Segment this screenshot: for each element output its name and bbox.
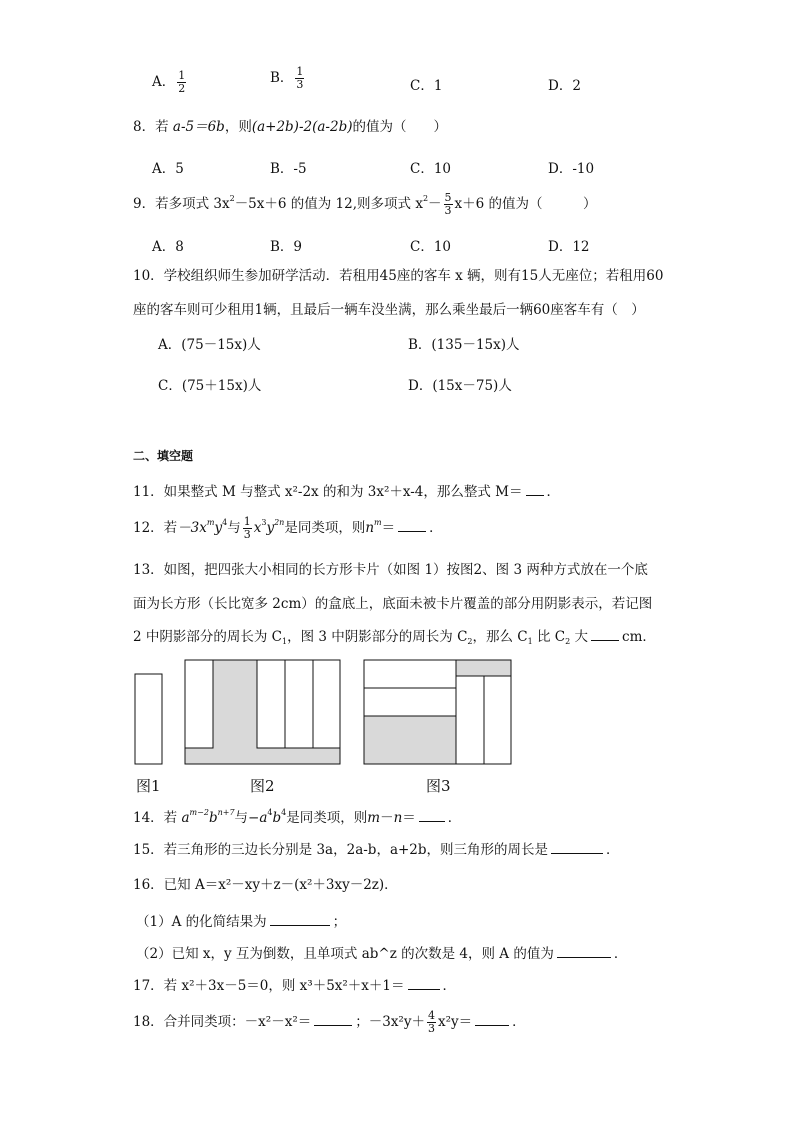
q10-line2: 座的客车则可少租用1辆，且最后一辆车没坐满，那么乘坐最后一辆60座客车有（ ） — [133, 302, 645, 318]
q9-option-c: C．10 — [410, 239, 452, 255]
q9-option-d: D．12 — [548, 239, 590, 255]
q7-option-b: B． $\frac{1}{3}$ — [270, 65, 304, 91]
q9-option-b: B．9 — [270, 239, 303, 255]
q18: 18．合并同类项：－x²－x²＝ ；－3x²y＋ $\frac{4}{3}$ x²y＝ ． — [133, 1009, 526, 1035]
fig2-card-2 — [257, 660, 285, 748]
q16-stem: 16．已知 A＝x²－xy＋z－(x²＋3xy－2z)． — [133, 877, 398, 893]
fig2-card-4 — [313, 660, 340, 748]
q13-line1: 13．如图，把四张大小相同的长方形卡片（如图 1）按图2、图 3 两种方式放在一个底 — [133, 562, 648, 578]
q11: 11．如果整式 M 与整式 x²-2x 的和为 3x²＋x-4，那么整式 M＝ ． — [133, 484, 561, 500]
q13-line2: 面为长方形（长比宽多 2cm）的盒底上，底面未被卡片覆盖的部分用阴影表示，若记图 — [133, 596, 653, 612]
q13-line3: 2 中阴影部分的周长为 $C_1$，图 3 中阴影部分的周长为 $C_2$，那么 $C_1$ 比 $C_2$ 大 cm． — [133, 629, 656, 646]
q15: 15．若三角形的三边长分别是 3a，2a-b，a+2b，则三角形的周长是 ． — [133, 842, 620, 858]
q16-part1: （1）A 的化简结果为 ； — [136, 914, 347, 930]
q13-figures — [130, 656, 520, 771]
q7-option-a: A． $\frac{1}{2}$ — [152, 69, 186, 95]
fig2-card-3 — [285, 660, 313, 748]
fig2-label: 图2 — [250, 777, 275, 795]
q10-option-d: D．(15x－75)人 — [408, 378, 512, 394]
q10-line1: 10．学校组织师生参加研学活动．若租用45座的客车 x 辆，则有15人无座位；若租用60 — [133, 268, 664, 284]
fig2 — [185, 660, 340, 764]
fig2-card-left — [185, 660, 213, 748]
q10-option-a: A．(75－15x)人 — [158, 337, 261, 353]
q8-stem: 8．若 a-5＝6b，则(a+2b)-2(a-2b)的值为（ ） — [133, 119, 447, 135]
fig1-label: 图1 — [136, 777, 161, 795]
q14: 14．若 $a^{m-2}b^{n+7}$与$-a^4b^4$是同类项，则m－n＝ ． — [133, 808, 462, 826]
fig3-card-h2 — [364, 688, 456, 716]
q7-option-d: D．2 — [548, 78, 581, 94]
fig1-card — [135, 674, 162, 764]
fig3-card-v2 — [484, 676, 511, 764]
q8-option-d: D．-10 — [548, 161, 595, 177]
q8-option-c: C．10 — [410, 161, 452, 177]
q10-option-b: B．(135－15x)人 — [408, 337, 520, 353]
q10-option-c: C．(75＋15x)人 — [158, 378, 262, 394]
q8-option-b: B．-5 — [270, 161, 307, 177]
section-title: 二、填空题 — [133, 449, 194, 463]
q7-option-c: C．1 — [410, 78, 443, 94]
q9-option-a: A．8 — [152, 239, 184, 255]
fig3-card-h1 — [364, 660, 456, 688]
fig3 — [364, 660, 511, 764]
q16-part2: （2）已知 x，y 互为倒数，且单项式 ab^z 的次数是 4，则 A 的值为 ． — [136, 946, 628, 962]
q9-stem: 9．若多项式 $3x^2-5x+6$ 的值为 12,则多项式 $x^2-$ $\frac{5}{3}$ x＋6 的值为（ ） — [133, 191, 597, 217]
fig3-card-v1 — [456, 676, 484, 764]
q8-option-a: A．5 — [152, 161, 184, 177]
q17: 17．若 x²＋3x－5＝0，则 x³＋5x²＋x＋1＝ ． — [133, 978, 457, 994]
fig3-label: 图3 — [426, 777, 451, 795]
q12: 12．若$-3x^my^4$与 $\frac{1}{3}$ $x^3y^{2n}$是同类项，则$n^m=$ ． — [133, 515, 443, 541]
